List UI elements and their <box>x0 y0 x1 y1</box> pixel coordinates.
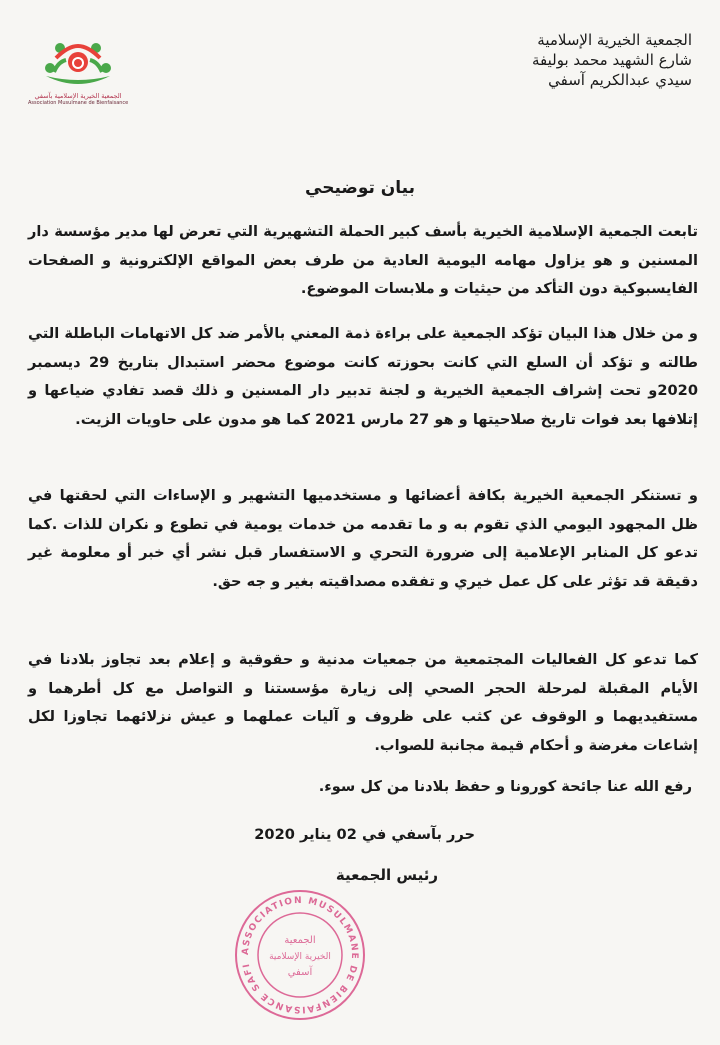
stamp-graphic <box>230 885 370 1025</box>
association-logo-icon <box>28 32 128 106</box>
letterhead-line-2: شارع الشهيد محمد بوليفة <box>532 51 692 69</box>
closing-prayer: رفع الله عنا جائحة كورونا و حفظ بلادنا من كل سوء. <box>318 778 692 795</box>
logo-french-text: Association Musulmane de Bienfaisance <box>28 100 129 106</box>
stamp-line-1: الجمعية <box>284 935 316 946</box>
logo-graphic <box>28 32 128 90</box>
paragraph-2: و من خلال هذا البيان تؤكد الجمعية على براءة ذمة المعني بالأمر ضد كل الاتهامات الباطلة التي طالته و تؤكد أن السلع التي كانت بحوزته كانت موضوع محضر استبدال بتاريخ 29 ديسمبر 2020و تحت إشراف الجمعية الخيرية و لجنة تدبير دار المسنين و ذلك قصد تفادي ضياعها و إتلافها بعد فوات تاريخ صلاحيتها و هو 27 مارس 2021 كما هو مدون على حاويات الزيت. <box>28 325 698 428</box>
date-line: حرر بآسفي في 02 يناير 2020 <box>254 826 475 843</box>
document-title: بيان توضيحي <box>305 178 415 198</box>
stamp-ring-text: ASSOCIATION MUSULMANE DE BIENFAISANCE SAFI <box>240 895 360 1015</box>
logo-arabic-text: الجمعية الخيرية الإسلامية بآسفي <box>34 92 122 100</box>
signer-title: رئيس الجمعية <box>335 866 438 884</box>
letterhead-address <box>432 30 692 90</box>
letterhead-line-1: الجمعية الخيرية الإسلامية <box>537 31 692 49</box>
stamp-line-2: الخيرية الإسلامية <box>269 952 331 962</box>
stamp-line-3: آسفي <box>287 967 313 978</box>
letterhead-line-3: سيدي عبدالكريم آسفي <box>548 71 692 89</box>
paragraph-1: تابعت الجمعية الإسلامية الخيرية بأسف كبير الحملة التشهيرية التي تعرض لها مدير مؤسسة دار المسنين و هو يزاول مهامه اليومية العادية من طرف بعض المواقع الإلكترونية و الصفحات الفايسبوكية دون التأكد من حيثيات و ملابسات الموضوع. <box>28 223 698 297</box>
paragraph-4: كما تدعو كل الفعاليات المجتمعية من جمعيات مدنية و حقوقية و إعلام بعد تجاوز بلادنا في الأيام المقبلة لمرحلة الحجر الصحي إلى زيارة مؤسستنا و التواصل مع كل أطرهما و مستفيديهما و الوقوف عن كثب على ظروف و آليات عملهما و عيش نزلائهما تجاوزا لكل إشاعات مغرضة و أحكام قيمة مجانبة للصواب. <box>28 651 698 754</box>
association-stamp-icon <box>230 885 370 1025</box>
paragraph-3: و تستنكر الجمعية الخيرية بكافة أعضائها و مستخدميها التشهير و الإساءات التي لحقتها في ظل المجهود اليومي الذي تقوم به و ما تقدمه من خدمات يومية في تطوع و نكران للذات .كما تدعو كل المنابر الإعلامية إلى ضرورة التحري و الاستفسار قبل نشر أي خبر أو معلومة غير دقيقة قد تؤثر على كل عمل خيري و تفقده مصداقيته بغير و جه حق. <box>28 487 698 590</box>
